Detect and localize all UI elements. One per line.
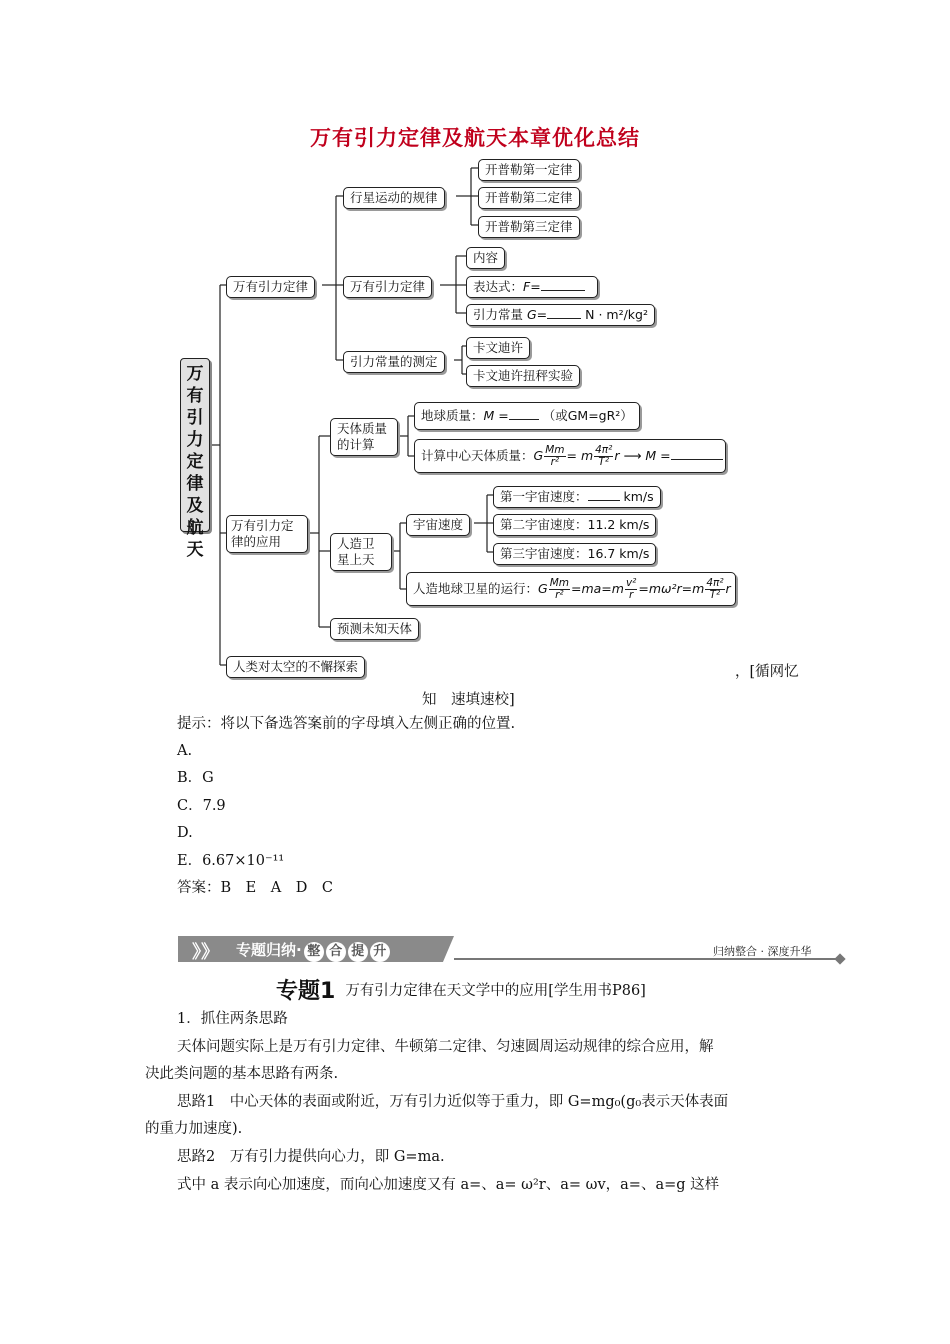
- node-kepler-3: 开普勒第三定律: [478, 216, 580, 238]
- node-predict: 预测未知天体: [330, 618, 419, 640]
- review-text-2: 知 速填速校]: [422, 692, 515, 708]
- hint-text: 提示：将以下备选答案前的字母填入左侧正确的位置.: [177, 716, 516, 732]
- node-law-expression: 表达式：F=: [466, 276, 598, 298]
- body-p2b: 决此类问题的基本思路有两条.: [145, 1066, 339, 1082]
- answer-text: 答案：B E A D C: [177, 880, 333, 896]
- topic-heading: 专题1 万有引力定律在天文学中的应用[学生用书P86]: [276, 979, 646, 1004]
- node-gravity-constant: 引力常量 G= N · m²/kg²: [466, 304, 655, 326]
- option-a: A.: [177, 743, 193, 759]
- blank-earth-mass: [509, 419, 539, 420]
- node-law: 万有引力定律: [343, 276, 432, 298]
- node-constant-measure: 引力常量的测定: [343, 351, 445, 373]
- body-p1: 1．抓住两条思路: [177, 1011, 288, 1027]
- diamond-icon: [834, 953, 845, 964]
- option-c: C．7.9: [177, 798, 226, 814]
- node-gravity-law: 万有引力定律: [226, 276, 315, 298]
- frac-mm-r2: $\frac{Mm}{\text{r²}}$: [545, 444, 565, 468]
- node-cavendish: 卡文迪许: [466, 337, 530, 359]
- section-banner: [178, 936, 454, 962]
- node-cosmic-speed: 宇宙速度: [406, 514, 470, 536]
- option-d: D.: [177, 825, 193, 841]
- node-first-speed: 第一宇宙速度： km/s: [493, 486, 661, 508]
- node-planet-rules: 行星运动的规律: [343, 187, 445, 209]
- review-text-1: ，[循网忆: [735, 664, 799, 680]
- banner-right-label: 归纳整合 · 深度升华: [713, 945, 812, 958]
- node-application: 万有引力定律的应用: [226, 515, 308, 553]
- node-cavendish-experiment: 卡文迪许扭秤实验: [466, 365, 580, 387]
- blank-center-mass: [671, 459, 723, 460]
- node-satellite: 人造卫星上天: [330, 533, 392, 571]
- body-p3a: 思路1 中心天体的表面或附近，万有引力近似等于重力，即 G=mg₀(g₀表示天体表面: [177, 1094, 729, 1110]
- banner-label: 专题归纳· 整 合 提 升: [236, 939, 390, 962]
- blank-expression: [541, 290, 585, 291]
- node-kepler-2: 开普勒第二定律: [478, 187, 580, 209]
- node-exploration: 人类对太空的不懈探索: [226, 656, 365, 678]
- option-b: B．G: [177, 770, 214, 786]
- node-law-content: 内容: [466, 247, 505, 269]
- banner-rule: [454, 958, 836, 960]
- frac-sat-4pi2-t2: $\frac{\text{4π²}}{\text{T²}}$: [706, 577, 724, 601]
- frac-v2-r: $\frac{\text{v²}}{r}$: [625, 577, 637, 601]
- root-node: 万 有 引 力 定 律 及 航 天: [180, 358, 210, 532]
- page-title: 万有引力定律及航天本章优化总结: [310, 126, 640, 150]
- option-e: E．6.67×10⁻¹¹: [177, 853, 285, 869]
- blank-first-speed: [588, 500, 620, 501]
- node-second-speed: 第二宇宙速度：11.2 km/s: [493, 514, 656, 536]
- node-center-mass: 计算中心天体质量：G $\frac{Mm}{\text{r²}}$ = m $\frac{\text{4π²}}{\text{T²}}$ r ⟶ M =: [414, 439, 726, 473]
- node-satellite-motion: 人造地球卫星的运行：G $\frac{Mm}{\text{r²}}$ =ma=m $\frac{\text{v²}}{r}$ =mω²r=m $\frac{\text{4π²}}{\text{T²}}$ r: [406, 572, 736, 606]
- body-p5: 式中 a 表示向心加速度，而向心加速度又有 a=、a= ω²r、a= ωv，a=、a=g 这样: [177, 1177, 720, 1193]
- frac-sat-mm-r2: $\frac{Mm}{\text{r²}}$: [549, 577, 569, 601]
- node-kepler-1: 开普勒第一定律: [478, 159, 580, 181]
- frac-4pi2-t2: $\frac{\text{4π²}}{\text{T²}}$: [595, 444, 613, 468]
- node-mass-calc: 天体质量的计算: [330, 418, 398, 456]
- body-p2a: 天体问题实际上是万有引力定律、牛顿第二定律、匀速圆周运动规律的综合应用，解: [177, 1039, 714, 1055]
- node-earth-mass: 地球质量：M = （或GM=gR²）: [414, 402, 640, 430]
- blank-constant: [547, 318, 581, 319]
- body-p3b: 的重力加速度).: [145, 1121, 243, 1137]
- body-p4: 思路2 万有引力提供向心力，即 G=ma.: [177, 1149, 445, 1165]
- chevron-icon: 》》: [192, 942, 219, 963]
- node-third-speed: 第三宇宙速度：16.7 km/s: [493, 543, 656, 565]
